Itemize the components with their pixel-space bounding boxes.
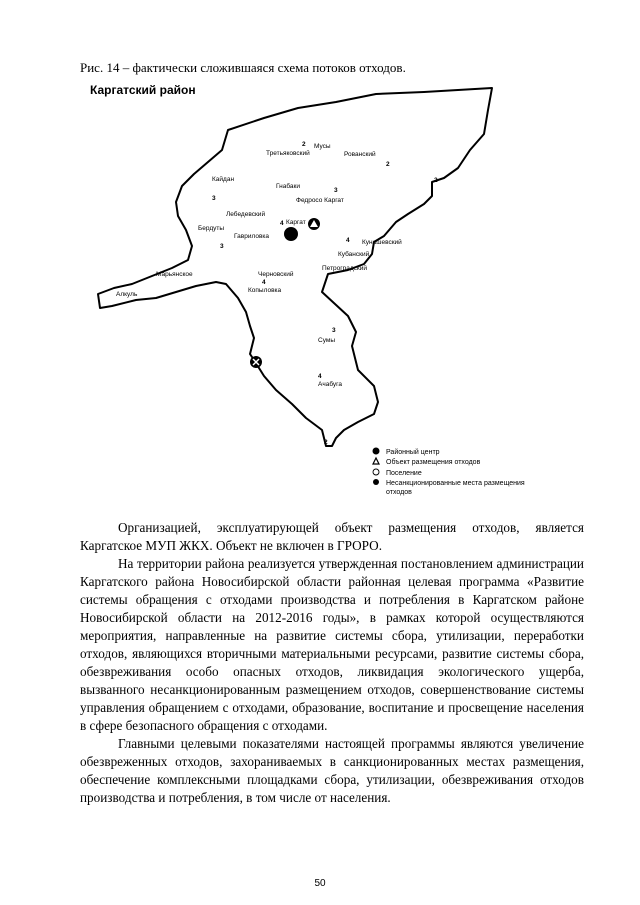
flow-number: 4 xyxy=(280,220,284,227)
flow-number: 3 xyxy=(332,327,336,334)
settlement-label: Каргат xyxy=(286,219,306,226)
settlement-label: Петроградский xyxy=(322,265,368,272)
flow-number: 2 xyxy=(324,439,328,446)
settlement-label: Алкуль xyxy=(116,291,138,298)
legend-unauthorized-label-2: отходов xyxy=(386,489,412,496)
flow-number: 2 xyxy=(434,177,438,184)
settlement-label: Кубанский xyxy=(338,251,370,258)
flow-number: 4 xyxy=(318,373,322,380)
legend-settlement-label: Поселение xyxy=(386,470,422,477)
body-text xyxy=(80,519,584,807)
flow-number: 2 xyxy=(302,141,306,148)
district-map xyxy=(86,78,626,508)
settlement-label: Гнабаки xyxy=(276,183,301,190)
settlement-label: Рованский xyxy=(344,151,376,158)
settlement-label: Федросо Каргат xyxy=(296,197,344,204)
paragraph: Организацией, эксплуатирующей объект размещения отходов, является Каргатское МУП ЖКХ. Объект не включен в ГРОРО. xyxy=(80,520,584,553)
legend-center-icon xyxy=(373,448,380,455)
map-legend xyxy=(373,448,525,497)
district-center-marker xyxy=(284,227,298,241)
page-number: 50 xyxy=(314,878,326,889)
legend-settlement-icon xyxy=(373,469,379,475)
flow-number: 2 xyxy=(386,161,390,168)
settlement-label: Кайдан xyxy=(212,176,235,183)
paragraph: На территории района реализуется утвержденная постановлением администрации Каргатского района Новосибирской области районная целевая программа «Развитие системы обращения с отходами производства и потребления в Каргатском районе Новосибирской области на 2012-2016 годы», в рамках которой осуществляются мероприятия, направленные на развитие системы сбора, утилизации, переработки отходов, являющихся вторичными материальными ресурсами, развитие системы сбора, обезвреживания особо опасных отходов, ликвидация экологического ущерба, вызванного несанкционированным размещением отходов, совершенствование системы управления обращением с отходами, образование, воспитание и просвещение населения в сфере безопасного обращения с отходами. xyxy=(80,556,584,733)
paragraph: Главными целевыми показателями настоящей программы являются увеличение обезвреженных отходов, захораниваемых в санкционированных местах размещения, обеспечение комплексными площадками сбора, утилизации, обезвреживания отходов производства и потребления, в том числе от населения. xyxy=(80,736,584,805)
settlement-label: Марьянское xyxy=(156,271,193,278)
settlement-label: Ачабуга xyxy=(318,381,343,388)
settlement-label: Лебедевский xyxy=(226,211,266,218)
legend-waste-site-label: Объект размещения отходов xyxy=(386,459,481,466)
flow-number: 3 xyxy=(334,187,338,194)
flow-number: 3 xyxy=(212,195,216,202)
legend-waste-site-icon xyxy=(373,458,379,464)
legend-unauthorized-label-1: Несанкционированные места размещения xyxy=(386,480,525,487)
settlement-label: Третьяковский xyxy=(266,150,310,157)
settlement-label: Мусы xyxy=(314,143,331,150)
legend-unauthorized-icon xyxy=(373,479,379,485)
flow-number: 4 xyxy=(262,279,266,286)
flow-number: 4 xyxy=(346,237,350,244)
settlement-label: Бердуты xyxy=(198,225,225,232)
figure-caption: Рис. 14 – фактически сложившаяся схема потоков отходов. xyxy=(80,60,406,75)
settlement-label: Сумы xyxy=(318,337,336,344)
settlement-label: Кунашевский xyxy=(362,239,402,246)
settlement-label: Черновский xyxy=(258,271,294,278)
settlement-label: Гавриловка xyxy=(234,233,270,240)
flow-number: 3 xyxy=(220,243,224,250)
map-title: Каргатский район xyxy=(90,83,196,97)
settlement-label: Копыловка xyxy=(248,287,282,294)
district-boundary xyxy=(98,88,492,446)
legend-center-label: Районный центр xyxy=(386,449,440,456)
